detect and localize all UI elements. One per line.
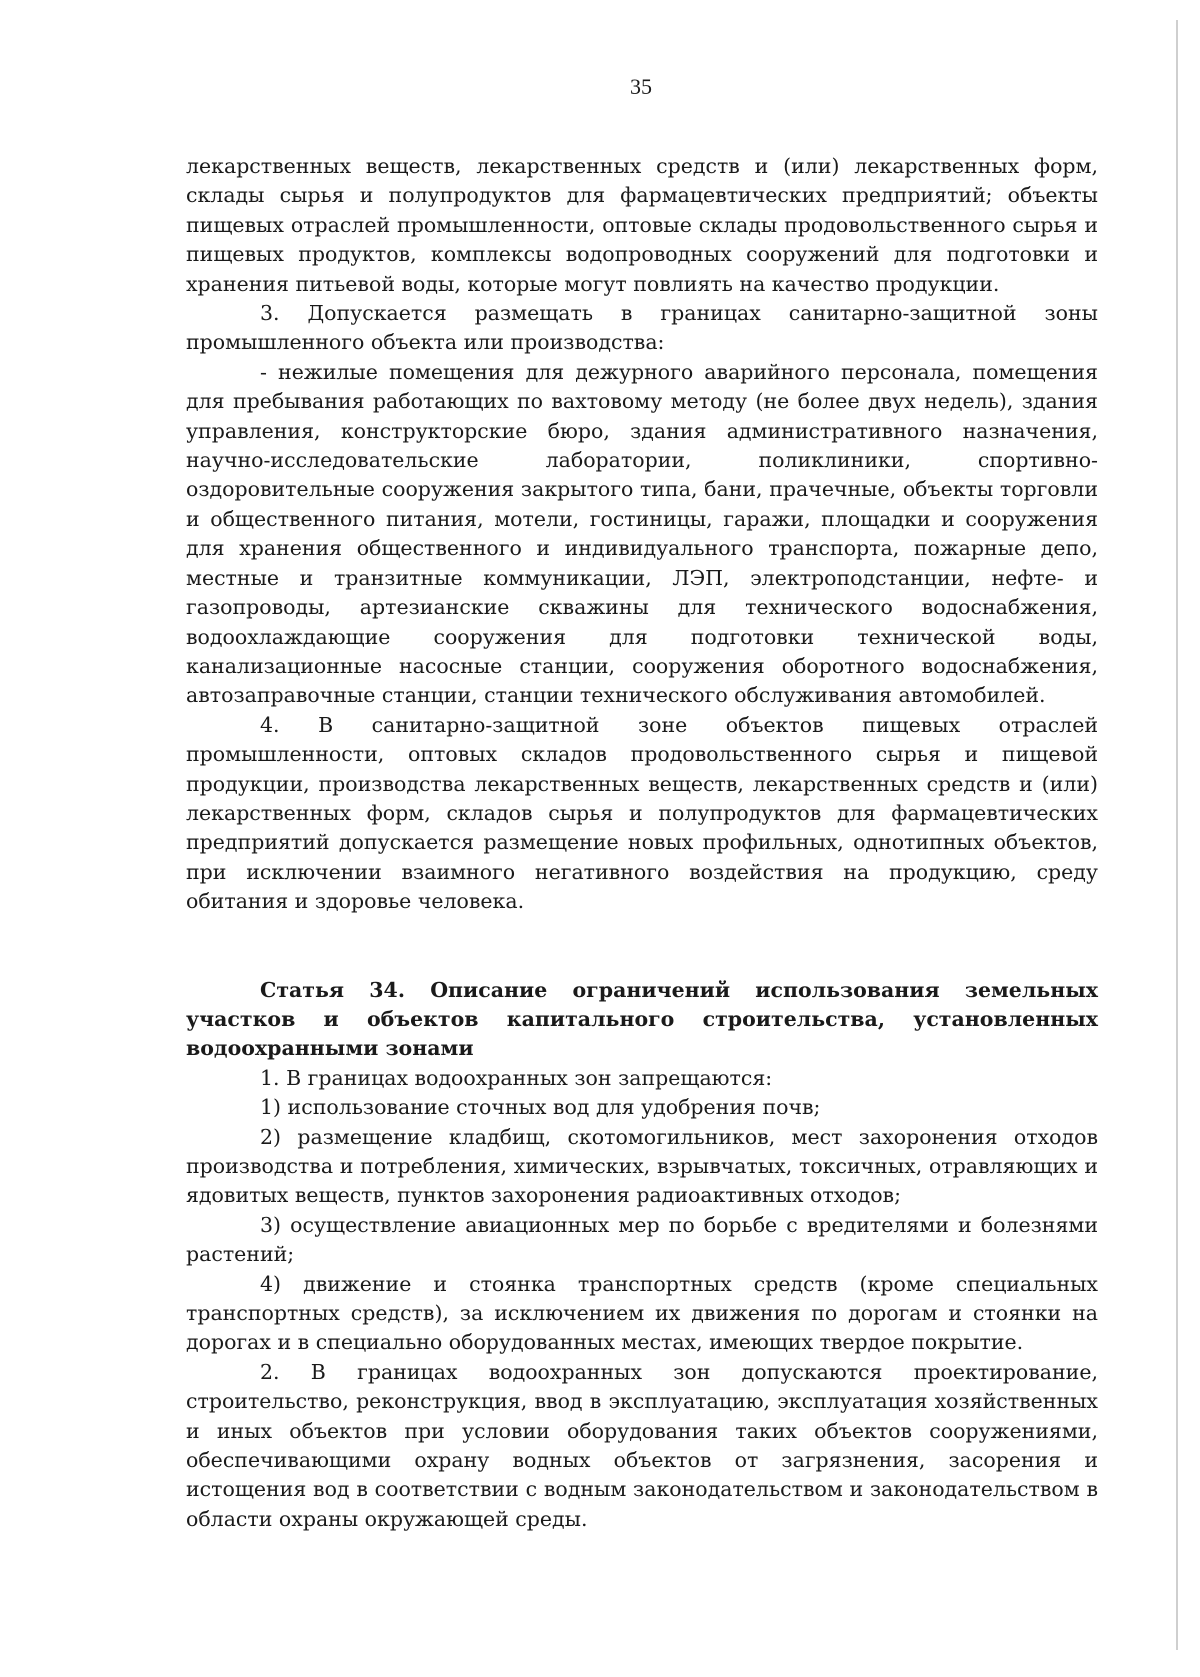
- paragraph-prohibited-intro: 1. В границах водоохранных зон запрещаются:: [260, 1065, 773, 1090]
- document-body: [186, 152, 1098, 1534]
- list-item-4: 4) движение и стоянка транспортных средств (кроме специальных транспортных средств), за исключением их движения по дорогам и стоянки на дорогах и в специально оборудованных местах, имеющих твердое покрытие.: [186, 1271, 1098, 1355]
- page-number: 35: [630, 74, 652, 99]
- list-item-2: 2) размещение кладбищ, скотомогильников, мест захоронения отходов производства и потребления, химических, взрывчатых, токсичных, отравляющих и ядовитых веществ, пунктов захоронения радиоактивных отходов;: [186, 1124, 1098, 1208]
- article-heading: Статья 34. Описание ограничений использования земельных участков и объектов капитального строительства, установленных водоохранными зонами: [186, 977, 1098, 1061]
- paragraph-permitted-list: - нежилые помещения для дежурного аварийного персонала, помещения для пребывания работающих по вахтовому методу (не более двух недель), здания управления, конструкторские бюро, здания административного назначения, научно-исследовательские лаборатории, поликлиники, спортивно-оздоровительные сооружения закрытого типа, бани, прачечные, объекты торговли и общественного питания, мотели, гостиницы, гаражи, площадки и сооружения для хранения общественного и индивидуального транспорта, пожарные депо, местные и транзитные коммуникации, ЛЭП, электроподстанции, нефте- и газопроводы, артезианские скважины для технического водоснабжения, водоохлаждающие сооружения для подготовки технической воды, канализационные насосные станции, сооружения оборотного водоснабжения, автозаправочные станции, станции технического обслуживания автомобилей.: [186, 359, 1098, 708]
- list-item-1: 1) использование сточных вод для удобрения почв;: [260, 1095, 821, 1120]
- paragraph-item-3: 3. Допускается размещать в границах санитарно-защитной зоны промышленного объекта или производства:: [186, 301, 1098, 355]
- paragraph-permitted-construction: 2. В границах водоохранных зон допускаются проектирование, строительство, реконструкция, ввод в эксплуатацию, эксплуатация хозяйственных и иных объектов при условии оборудования таких объектов сооружениями, обеспечивающими охрану водных объектов от загрязнения, засорения и истощения вод в соответствии с водным законодательством и законодательством в области охраны окружающей среды.: [186, 1359, 1098, 1531]
- paragraph-continuation: лекарственных веществ, лекарственных средств и (или) лекарственных форм, склады сырья и полупродуктов для фармацевтических предприятий; объекты пищевых отраслей промышленности, оптовые склады продовольственного сырья и пищевых продуктов, комплексы водопроводных сооружений для подготовки и хранения питьевой воды, которые могут повлиять на качество продукции.: [186, 154, 1098, 296]
- paragraph-item-4: 4. В санитарно-защитной зоне объектов пищевых отраслей промышленности, оптовых складов продовольственного сырья и пищевой продукции, производства лекарственных веществ, лекарственных средств и (или) лекарственных форм, складов сырья и полупродуктов для фармацевтических предприятий допускается размещение новых профильных, однотипных объектов, при исключении взаимного негативного воздействия на продукцию, среду обитания и здоровье человека.: [186, 712, 1098, 914]
- list-item-3: 3) осуществление авиационных мер по борьбе с вредителями и болезнями растений;: [186, 1212, 1098, 1267]
- scan-edge-line: [1176, 20, 1178, 1650]
- section-gap: [186, 917, 1098, 976]
